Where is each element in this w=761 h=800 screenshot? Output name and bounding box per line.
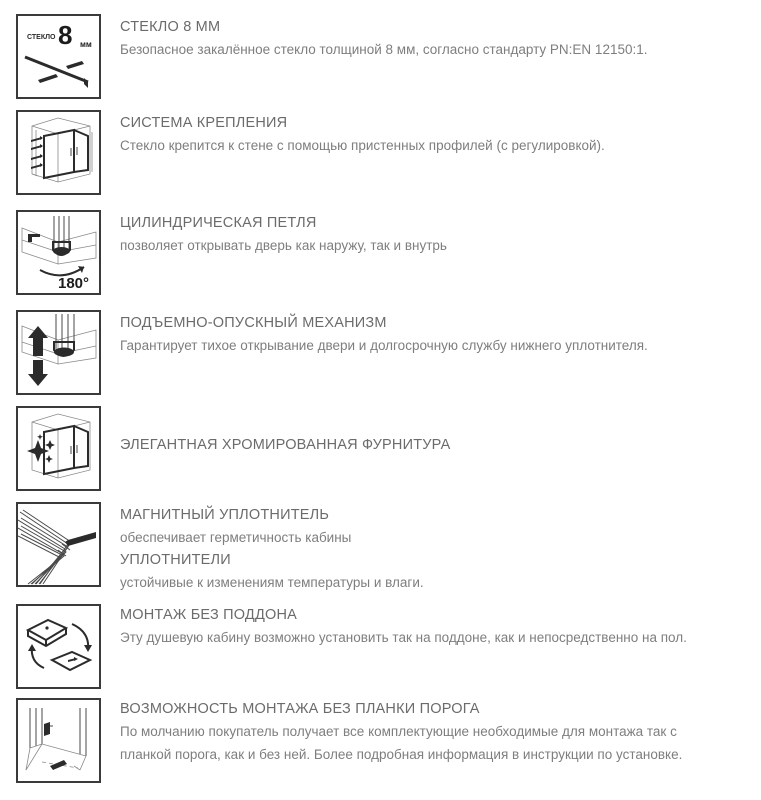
feature-description: обеспечивает герметичность кабины: [120, 530, 352, 545]
cylindrical-hinge-icon: [16, 210, 101, 295]
feature-text: [120, 604, 687, 649]
feature-row: [16, 604, 687, 689]
feature-text: [120, 14, 647, 61]
feature-text: [120, 210, 447, 257]
feature-text: [120, 502, 424, 594]
glass-icon-number: 8: [58, 20, 73, 50]
feature-row: [16, 698, 720, 783]
feature-title: МАГНИТНЫЙ УПЛОТНИТЕЛЬ: [120, 507, 330, 523]
feature-row: [16, 210, 447, 295]
glass-icon-unit: мм: [80, 40, 92, 49]
feature-description: позволяет открывать дверь как наружу, так и внутрь: [120, 238, 447, 253]
chrome-fittings-icon: [16, 406, 101, 491]
feature-description: Гарантирует тихое открывание двери и долгосрочную службу нижнего уплотнителя.: [120, 338, 648, 353]
feature-title: ЭЛЕГАНТНАЯ ХРОМИРОВАННАЯ ФУРНИТУРА: [120, 437, 451, 453]
glass-thickness-icon: [16, 14, 101, 99]
feature-description: По молчанию покупатель получает все комплектующие необходимые для монтажа так с планкой порога, как и без ней. Более подробная информация в инструкции по установке.: [120, 724, 683, 762]
feature-row: [16, 502, 424, 594]
feature-row: [16, 310, 648, 395]
feature-text: [120, 310, 648, 357]
feature-title: СИСТЕМА КРЕПЛЕНИЯ: [120, 115, 288, 131]
lift-and-slide-icon: [16, 310, 101, 395]
feature-description: Эту душевую кабину возможно установить так на поддоне, как и непосредственно на пол.: [120, 630, 687, 645]
feature-description: Безопасное закалённое стекло толщиной 8 мм, согласно стандарту PN:EN 12150:1.: [120, 42, 648, 57]
feature-title-secondary: УПЛОТНИТЕЛИ: [120, 552, 231, 568]
feature-title: СТЕКЛО 8 ММ: [120, 19, 221, 35]
hinge-angle-label: 180°: [58, 275, 90, 292]
magnetic-seal-icon: [16, 502, 101, 587]
feature-row: [16, 110, 605, 195]
glass-icon-word: СТЕКЛО: [27, 34, 56, 41]
feature-row: [16, 406, 450, 491]
feature-title: ВОЗМОЖНОСТЬ МОНТАЖА БЕЗ ПЛАНКИ ПОРОГА: [120, 701, 480, 717]
feature-title: ПОДЪЕМНО-ОПУСКНЫЙ МЕХАНИЗМ: [120, 315, 387, 331]
feature-row: [16, 14, 647, 99]
feature-text: [120, 406, 450, 456]
no-threshold-strip-icon: [16, 698, 101, 783]
feature-title: ЦИЛИНДРИЧЕСКАЯ ПЕТЛЯ: [120, 215, 317, 231]
feature-description: Стекло крепится к стене с помощью пристенных профилей (с регулировкой).: [120, 138, 605, 153]
feature-text: [120, 110, 605, 157]
feature-title: МОНТАЖ БЕЗ ПОДДОНА: [120, 607, 297, 623]
wall-profile-mounting-icon: [16, 110, 101, 195]
feature-description-secondary: устойчивые к изменениям температуры и влаги.: [120, 575, 424, 590]
no-tray-installation-icon: [16, 604, 101, 689]
feature-text: [120, 698, 720, 766]
